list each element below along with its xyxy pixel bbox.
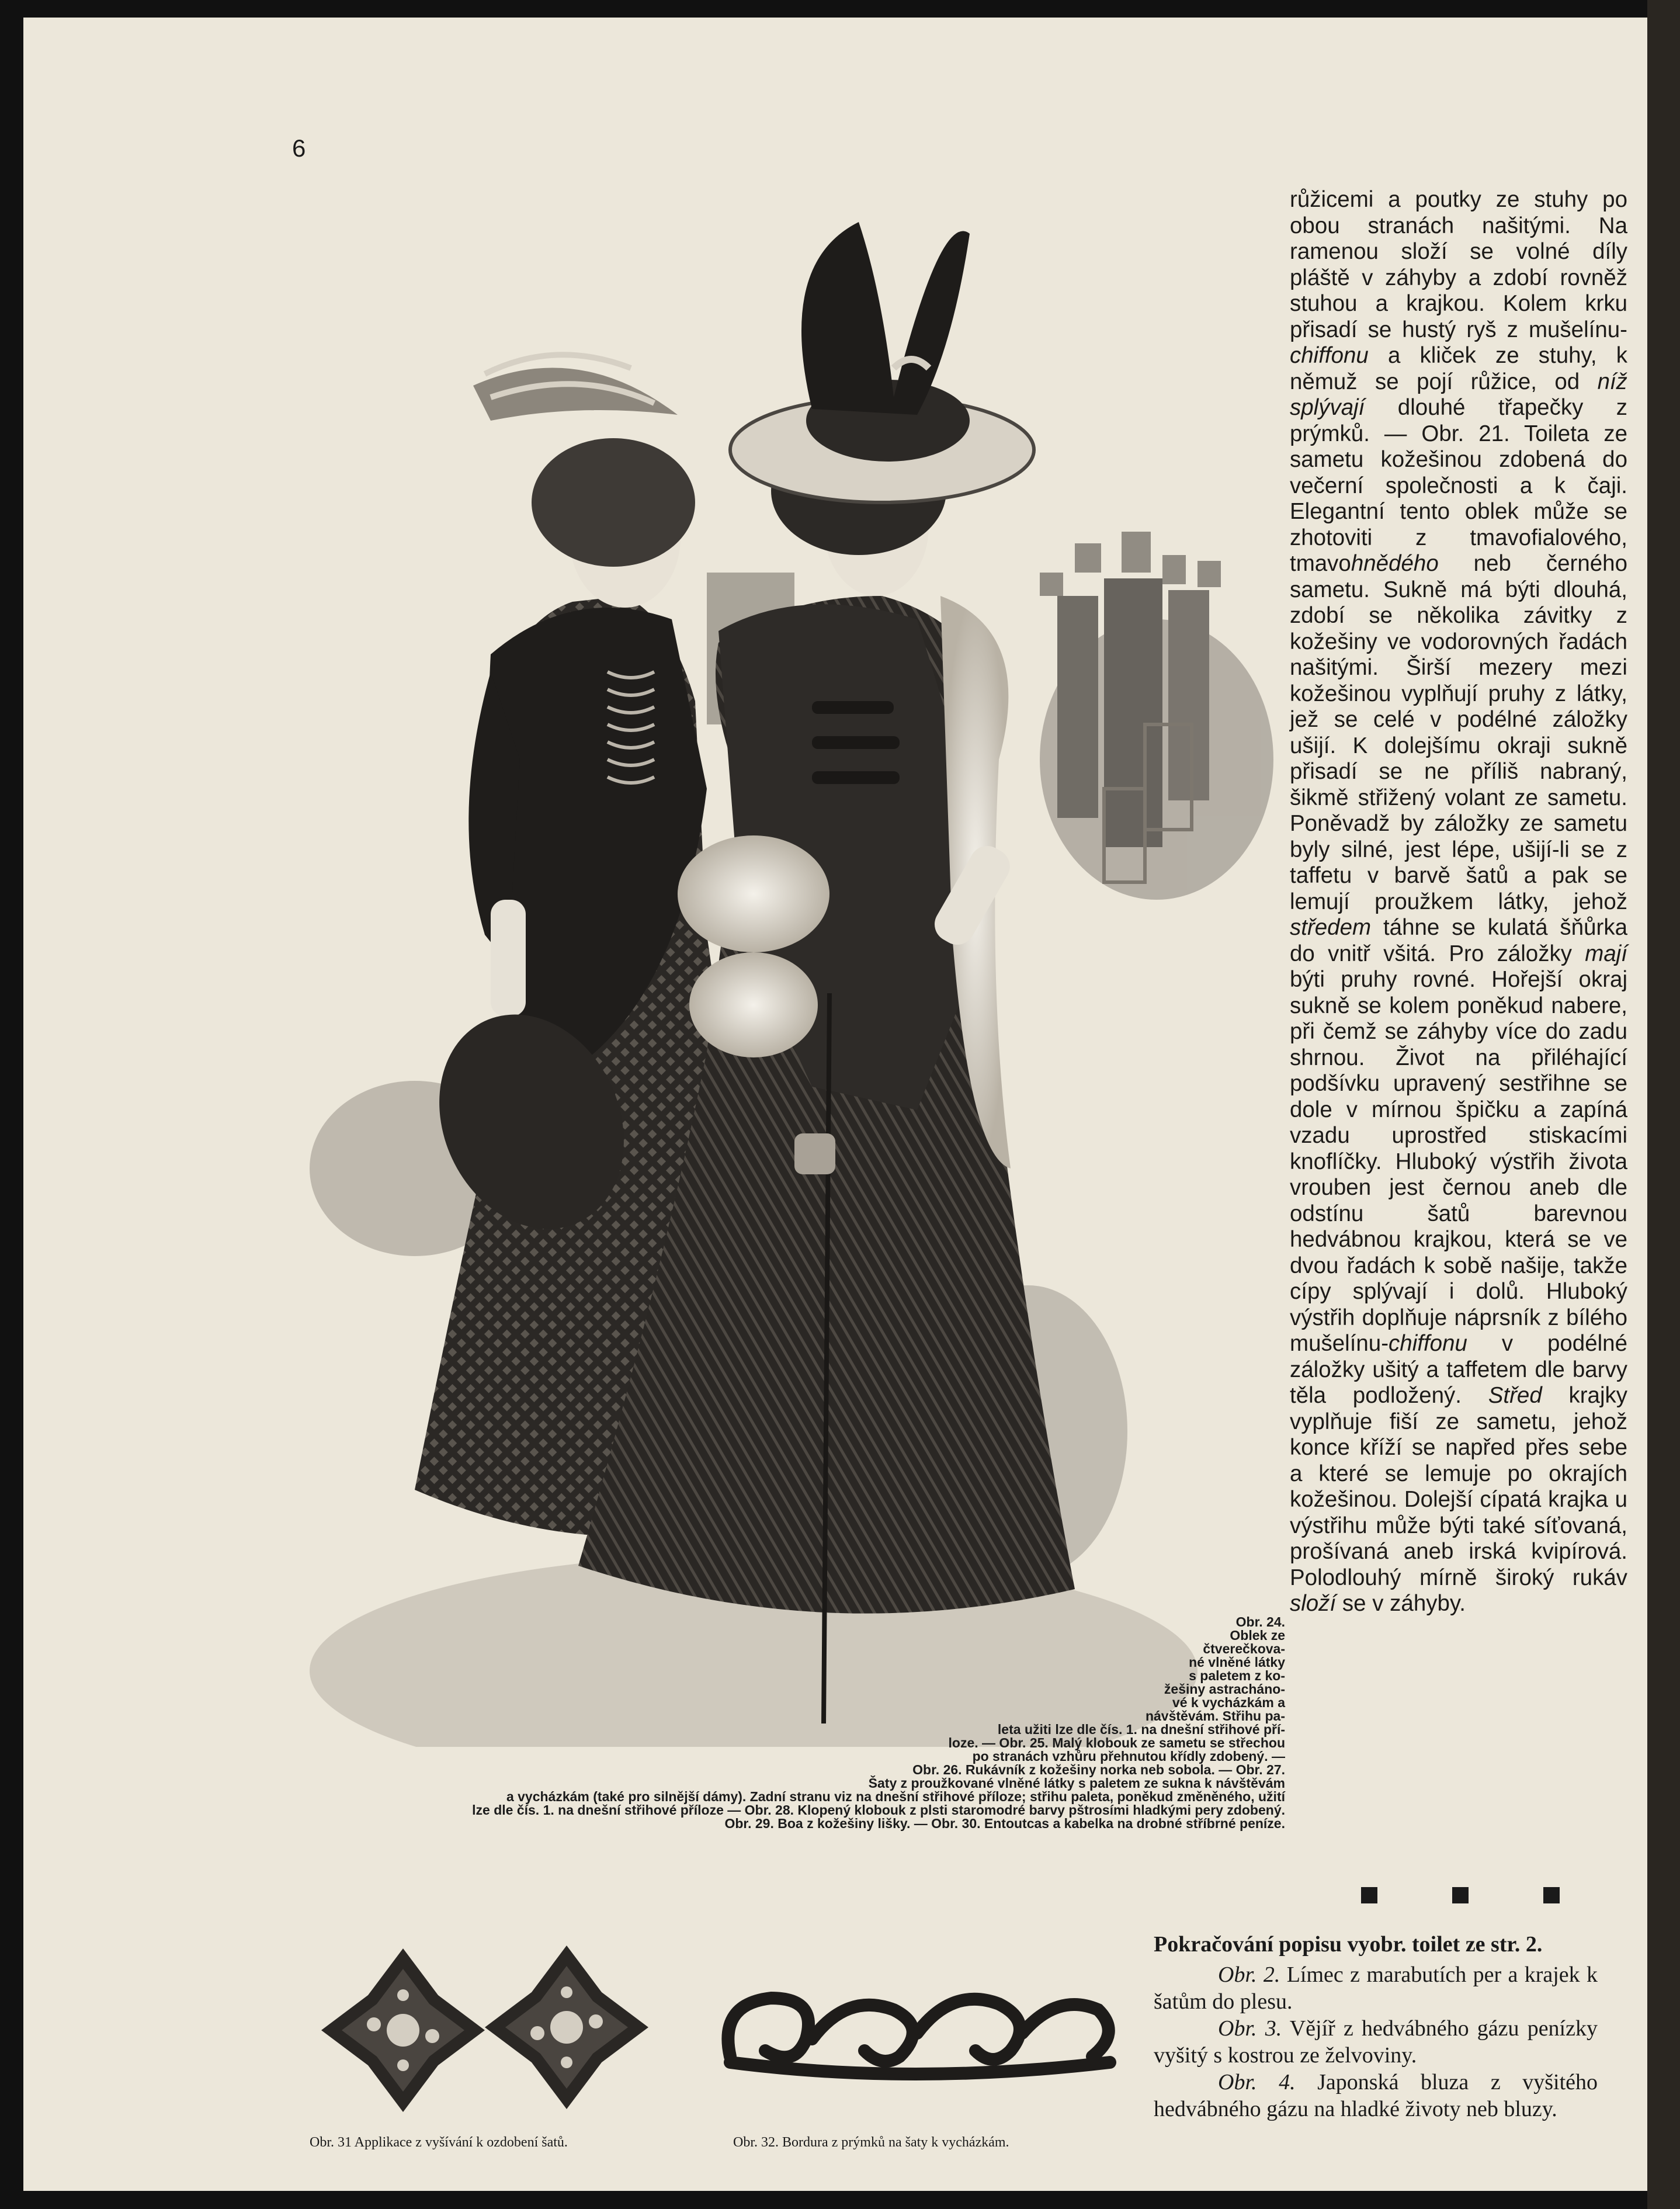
article-text-column [1290, 187, 1627, 1617]
continuation-item [1154, 1961, 1598, 2015]
text-run: v podélné záložky ušitý a taffetem dle barvy těla podložený. [1290, 1331, 1627, 1408]
text-run-italic: složí [1290, 1591, 1337, 1616]
figure-31-caption: Obr. 31 Applikace z vyšívání k ozdobení šatů. [310, 2135, 568, 2150]
figure-ref: Obr. 2. [1218, 1962, 1280, 1987]
scan-edge [1647, 0, 1680, 2209]
text-run: býti pruhy rovné. Hořejší okraj sukně se kolem poněkud nabere, při čemž se záhyby více do zadu shrnou. Život na přiléhající podšívku upravený sestřihne se dole v mírnou špičku a zapíná vzadu uprostřed stiskacími knoflíčky. Hluboký výstřih života vrouben jest černou aneb dle odstínu šatů barevnou hedvábnou krajkou, která se ve dvou řadách k sobě našije, takže cípy splývají i dolů. Hluboký výstřih doplňuje náprsník z bílého mušelínu- [1290, 967, 1627, 1356]
separator-square-icon [1543, 1887, 1560, 1903]
text-run: růžicemi a poutky ze stuhy po obou stranách našitými. Na ramenou složí se volné díly pláště v záhyby a zdobí rovněž stuhou a krajkou. Kolem krku přisadí se hustý ryš z mušelínu- [1290, 187, 1627, 342]
caption-line: s paletem z ko- [1189, 1668, 1285, 1683]
text-run: krajky vyplňuje fiší ze sametu, jehož konce kříží se napřed přes sebe a které se lemuje po okrajích kožešinou. Dolejší cípatá krajka u výstřihu může býti také síťovaná, prošívaná aneb irská kvipírová. Polodlouhý mírně široký rukáv [1290, 1383, 1627, 1590]
caption-line: a vycházkám (také pro silnější dámy). Zadní stranu viz na dnešní střihové příloze; střihu paleta, poněkud změněného, užití [506, 1789, 1285, 1804]
caption-line: po stranách vzhůru přehnutou křídly zdobený. — [972, 1749, 1285, 1764]
caption-line: leta užiti lze dle čís. 1. na dnešní střihové pří- [997, 1722, 1285, 1737]
caption-line: Obr. 29. Boa z kožešiny lišky. — Obr. 30. Entoutcas a kabelka na drobné stříbrné peníze. [724, 1816, 1285, 1831]
text-run-italic: chiffonu [1290, 343, 1369, 368]
text-run: dlouhé třapečky z prýmků. — Obr. 21. Toileta ze sametu kožešinou zdobená do večerní společnosti a k čaji. Elegantní tento oblek může se zhotoviti z tmavofialového, tmavo [1290, 395, 1627, 576]
caption-line: čtverečkova- [1203, 1641, 1285, 1656]
text-run-italic: hnědého [1351, 551, 1439, 576]
continuation-section [1154, 1931, 1598, 2123]
continuation-item [1154, 2015, 1598, 2069]
text-run-italic: chiffonu [1389, 1331, 1467, 1356]
text-run-italic: Střed [1488, 1383, 1542, 1408]
caption-line: návštěvám. Střihu pa- [1145, 1708, 1285, 1723]
fashion-plate-svg [298, 175, 1285, 1747]
item-text: Japonská bluza z vyšitého hedvábného gázu na hladké životy neb bluzy. [1154, 2070, 1598, 2121]
text-run: neb černého sametu. Sukně má býti dlouhá, zdobí se několika závitky z kožešiny ve vodorovných řadách našitými. Širší mezery mezi kožešinou vyplňují pruhy z látky, jež se celé v podélné záložky ušijí. K dolejšímu okraji sukně přisadí se ne příliš nabraný, šikmě střižený volant ze sametu. Poněvadž by záložky ze sametu byly silné, jest lépe, ušijí-li se z taffetu v barvě šatů a pak se lemují proužkem látky, jehož [1290, 551, 1627, 914]
item-text: Límec z marabutích per a krajek k šatům do plesu. [1154, 1962, 1598, 2014]
figure-ref: Obr. 4. [1218, 2070, 1296, 2094]
continuation-heading: Pokračování popisu vyobr. toilet ze str. 2. [1154, 1932, 1543, 1957]
caption-line: lze dle čís. 1. na dnešní střihové příloze — Obr. 28. Klopený klobouk z plsti staromodré barvy pštrosími hladkými pery zdobený. [472, 1802, 1285, 1818]
plate-caption [286, 1615, 1285, 1830]
continuation-item [1154, 2069, 1598, 2123]
figure-31-applique [315, 1943, 666, 2118]
caption-line: Obr. 26. Rukávník z kožešiny norka neb sobola. — Obr. 27. [912, 1762, 1285, 1777]
item-text: Vějíř z hedvábného gázu penízky vyšitý s kostrou ze želvoviny. [1154, 2016, 1598, 2068]
caption-line: Šaty z proužkované vlněné látky s paletem ze sukna k návštěvám [868, 1775, 1285, 1791]
separator-square-icon [1361, 1887, 1377, 1903]
fashion-plate-illustration [298, 175, 1285, 1747]
text-run: a kliček ze stuhy, k němuž se pojí růžice, od [1290, 343, 1627, 394]
text-run-italic: středem [1290, 915, 1372, 940]
figure-32-border [707, 1969, 1127, 2097]
caption-line: Oblek ze [1230, 1628, 1285, 1643]
text-run-italic: mají [1585, 941, 1627, 966]
caption-line: loze. — Obr. 25. Malý klobouk ze sametu se střechou [948, 1735, 1285, 1750]
figure-ref: Obr. 3. [1218, 2016, 1282, 2041]
page-number: 6 [292, 134, 306, 162]
applique-ornament-svg [315, 1943, 666, 2118]
caption-line: Obr. 24. [1235, 1614, 1285, 1629]
text-run: táhne se kulatá šňůrka do vnitř všitá. Pro záložky [1290, 915, 1627, 966]
braid-border-svg [707, 1969, 1127, 2097]
text-run-italic: níž splývají [1290, 369, 1627, 420]
caption-line: žešiny astracháno- [1164, 1681, 1285, 1697]
figure-32-caption: Obr. 32. Bordura z prýmků na šaty k vycházkám. [733, 2135, 1009, 2150]
text-run: se v záhyby. [1336, 1591, 1466, 1616]
caption-line: né vlněné látky [1189, 1655, 1285, 1670]
section-separator [1361, 1887, 1560, 1903]
magazine-page [23, 18, 1647, 2191]
separator-square-icon [1452, 1887, 1469, 1903]
caption-line: vé k vycházkám a [1172, 1695, 1285, 1710]
